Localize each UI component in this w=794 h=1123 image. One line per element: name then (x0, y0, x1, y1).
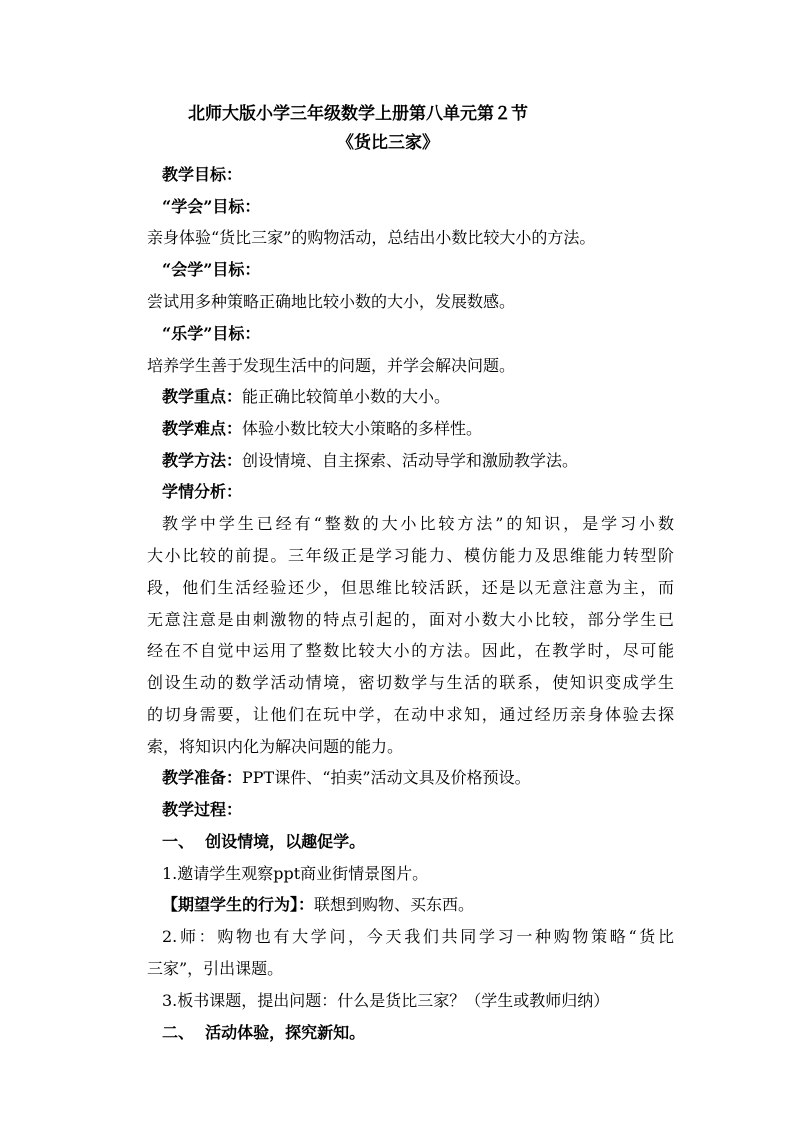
analysis-line: 经在不自觉中运用了整数比较大小的方法。因此，在教学时，尽可能 (147, 641, 674, 660)
difficulty-label: 教学难点： (162, 419, 243, 438)
step-3: 3.板书课题，提出问题：什么是货比三家？（学生或教师归纳） (162, 991, 610, 1010)
step-2-line-2: 三家”，引出课题。 (147, 959, 284, 978)
analysis-heading: 学情分析： (162, 482, 243, 501)
analysis-line: 教学中学生已经有“整数的大小比较方法”的知识，是学习小数 (162, 514, 674, 533)
analysis-line: 索，将知识内化为解决问题的能力。 (147, 737, 404, 756)
huixue-text: 尝试用多种策略正确地比较小数的大小，发展数感。 (147, 292, 516, 311)
lexue-text: 培养学生善于发现生活中的问题，并学会解决问题。 (147, 356, 516, 375)
analysis-line: 大小比较的前提。三年级正是学习能力、模仿能力及思维能力转型阶 (147, 546, 674, 565)
preparation-line (162, 768, 531, 788)
title-line-1: 北师大版小学三年级数学上册第八单元第２节 (188, 104, 528, 124)
analysis-line: 的切身需要，让他们在玩中学，在动中求知，通过经历亲身体验去探 (147, 705, 674, 724)
analysis-line: 段，他们生活经验还少，但思维比较活跃，还是以无意注意为主，而 (147, 578, 674, 597)
preparation-label: 教学准备： (162, 768, 243, 787)
huixue-label: “会学”目标： (162, 260, 261, 279)
method-text: 创设情境、自主探索、活动导学和激励教学法。 (242, 451, 579, 470)
analysis-line: 无意注意是由刺激物的特点引起的，面对小数大小比较，部分学生已 (147, 610, 674, 629)
xuehui-text: 亲身体验“货比三家”的购物活动，总结出小数比较大小的方法。 (147, 228, 596, 247)
objectives-heading: 教学目标： (162, 165, 243, 184)
key-point-label: 教学重点： (162, 387, 243, 406)
step-2-line-1: 2.师：购物也有大学问，今天我们共同学习一种购物策略“货比 (162, 927, 674, 946)
expect-text: 联想到购物、买东西。 (314, 895, 475, 914)
section-1-heading: 一、 创设情境，以趣促学。 (162, 832, 366, 851)
step-1: 1.邀请学生观察ppt商业街情景图片。 (162, 864, 429, 883)
title-line-2: 《货比三家》 (337, 133, 439, 153)
method-line (162, 451, 578, 471)
section-2-heading: 二、 活动体验，探究新知。 (162, 1023, 366, 1042)
expect-line (162, 895, 474, 915)
xuehui-label: “学会”目标： (162, 197, 261, 216)
key-point-line (162, 387, 450, 407)
expect-label: 【期望学生的行为】： (162, 895, 315, 914)
analysis-line: 创设生动的数学活动情境，密切数学与生活的联系，使知识变成学生 (147, 673, 674, 692)
key-point-text: 能正确比较简单小数的大小。 (242, 387, 451, 406)
difficulty-text: 体验小数比较大小策略的多样性。 (242, 419, 483, 438)
process-heading: 教学过程： (162, 800, 243, 819)
preparation-text: PPT课件、“拍卖”活动文具及价格预设。 (242, 768, 531, 787)
method-label: 教学方法： (162, 451, 243, 470)
lexue-label: “乐学”目标： (162, 324, 261, 343)
difficulty-line (162, 419, 482, 439)
